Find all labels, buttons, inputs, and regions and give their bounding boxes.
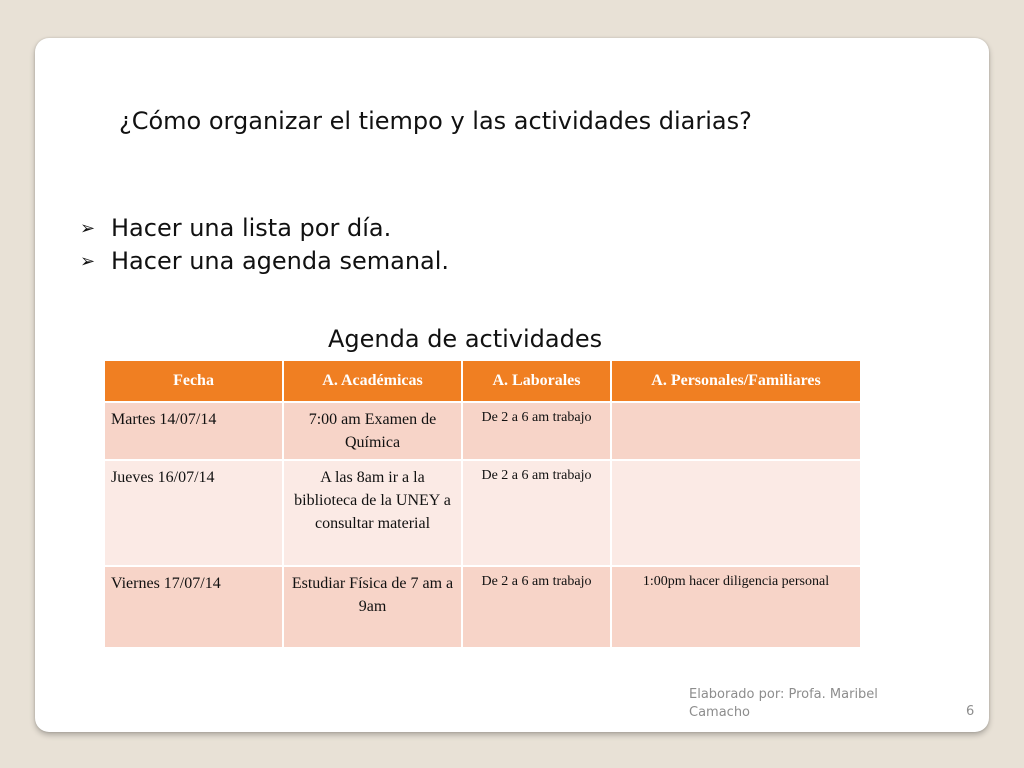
header-fecha: Fecha [104, 360, 283, 402]
slide-title: ¿Cómo organizar el tiempo y las actividades diarias? [119, 107, 752, 135]
bullet-text: Hacer una lista por día. [111, 214, 392, 242]
cell-laborales: De 2 a 6 am trabajo [462, 460, 611, 566]
agenda-table [103, 359, 862, 649]
cell-personales [611, 402, 861, 460]
table-header-row [104, 360, 861, 402]
table-row [104, 402, 861, 460]
cell-personales: 1:00pm hacer diligencia personal [611, 566, 861, 648]
cell-academicas: 7:00 am Examen de Química [283, 402, 462, 460]
cell-personales [611, 460, 861, 566]
table-row [104, 566, 861, 648]
header-personales: A. Personales/Familiares [611, 360, 861, 402]
bullet-text: Hacer una agenda semanal. [111, 247, 450, 275]
header-academicas: A. Académicas [283, 360, 462, 402]
cell-academicas: Estudiar Física de 7 am a 9am [283, 566, 462, 648]
cell-fecha: Martes 14/07/14 [104, 402, 283, 460]
cell-fecha: Jueves 16/07/14 [104, 460, 283, 566]
page-number: 6 [966, 704, 975, 719]
bullet-item [80, 212, 449, 245]
bullet-item [80, 245, 449, 278]
cell-laborales: De 2 a 6 am trabajo [462, 566, 611, 648]
cell-academicas: A las 8am ir a la biblioteca de la UNEY a consultar material [283, 460, 462, 566]
cell-laborales: De 2 a 6 am trabajo [462, 402, 611, 460]
agenda-title: Agenda de actividades [328, 325, 603, 353]
bullet-list [80, 212, 449, 278]
arrow-bullet-icon: ➢ [80, 218, 96, 239]
cell-fecha: Viernes 17/07/14 [104, 566, 283, 648]
table-row [104, 460, 861, 566]
footer-author: Elaborado por: Profa. Maribel Camacho [689, 687, 878, 720]
header-laborales: A. Laborales [462, 360, 611, 402]
arrow-bullet-icon: ➢ [80, 251, 96, 272]
